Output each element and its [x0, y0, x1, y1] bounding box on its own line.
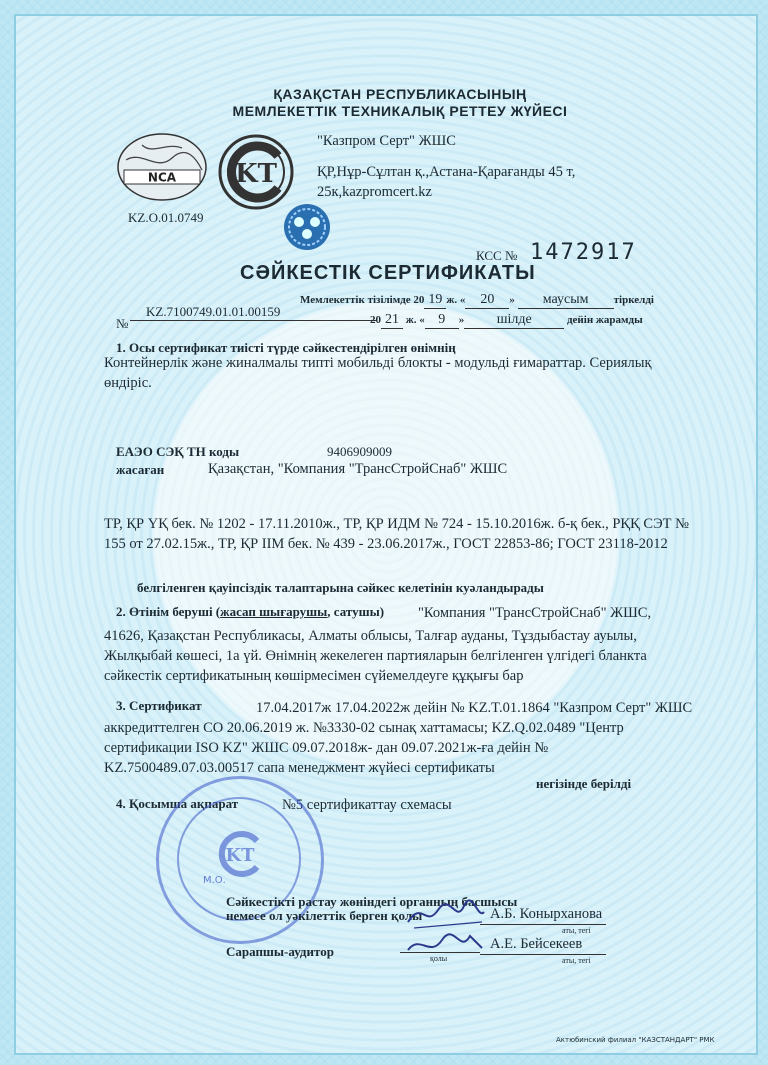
- section2-heading-b: жасап шығарушы: [220, 604, 328, 619]
- regulations-line-2: 155 от 27.02.15ж., ТР, ҚР ІІМ бек. № 439 - 23.06.2017ж., ГОСТ 22853-86; ГОСТ 23118-2012: [104, 536, 668, 552]
- section1-heading: 1. Осы сертификат тиісті түрде сәйкестендірілген өнімнің: [116, 340, 456, 355]
- head-name-caption: аты, тегі: [562, 926, 591, 935]
- header-line-1: ҚАЗАҚСТАН РЕСПУБЛИКАСЫНЫҢ: [273, 86, 527, 102]
- hologram-seal: [282, 202, 332, 252]
- kt-mark-logo: [216, 132, 296, 212]
- cert-number: KZ.7100749.01.01.00159: [130, 304, 376, 321]
- applicant-line-1: 41626, Қазақстан Республикасы, Алматы облысы, Талғар ауданы, Тұздыбастау ауылы,: [104, 628, 637, 644]
- section4-heading: 4. Қосымша ақпарат: [116, 796, 239, 811]
- head-name-underline: [480, 924, 606, 925]
- auditor-name-caption: аты, тегі: [562, 956, 591, 965]
- tn-code-value: 9406909009: [327, 444, 392, 459]
- auditor-sign-line: [400, 952, 480, 953]
- printer-imprint: Актюбинский филиал "КАЗСТАНДАРТ" РМК: [556, 1036, 715, 1044]
- validity-month: шілде: [464, 312, 564, 329]
- registry-day: 20: [465, 292, 509, 309]
- applicant-name: "Компания "ТрансСтройСнаб" ЖШС,: [418, 605, 652, 621]
- manufacturer-label: жасаған: [116, 462, 165, 477]
- cert-number-sign: №: [116, 316, 129, 331]
- validity-suffix: дейін жарамды: [566, 314, 643, 326]
- basis-line-4: KZ.7500489.07.03.00517 сапа менеджмент жүйесі сертификаты: [104, 760, 495, 776]
- auditor-sign-caption: қолы: [430, 954, 448, 963]
- manufacturer-value: Қазақстан, "Компания "ТрансСтройСнаб" ЖШС: [208, 461, 508, 477]
- validity-year: 21: [381, 312, 403, 329]
- header-line-2: МЕМЛЕКЕТТІК ТЕХНИКАЛЫҚ РЕТТЕУ ЖҮЙЕСІ: [232, 103, 568, 119]
- auditor-label: Сарапшы-аудитор: [226, 944, 334, 959]
- validity-close: »: [458, 314, 465, 326]
- certificate-title: СӘЙКЕСТІК СЕРТИФИКАТЫ: [240, 262, 536, 284]
- basis-line-3: сертификации ISO KZ" ЖШС 09.07.2018ж- дан 09.07.2021ж-ға дейін №: [104, 740, 549, 756]
- applicant-line-3: сәйкестік сертификатының көшірмесімен сүйемелдеуге құқығы бар: [104, 668, 524, 684]
- head-signature-scribble: [404, 898, 488, 932]
- registry-zh: ж. «: [446, 294, 466, 306]
- registry-suffix: тіркелді: [613, 294, 654, 306]
- auditor-name-underline: [480, 954, 606, 955]
- registry-year: 19: [424, 292, 446, 309]
- stamp-mark: М.О.: [203, 875, 226, 886]
- regulations-line-1: ТР, ҚР ҮҚ бек. № 1202 - 17.11.2010ж., ТР, ҚР ИДМ № 724 - 15.10.2016ж. б-қ бек., РҚҚ СЭТ №: [104, 516, 689, 532]
- section2-heading: [116, 604, 384, 620]
- org-name: "Казпром Серт" ЖШС: [317, 133, 456, 149]
- applicant-line-2: Жылқыбай көшесі, 1а үй. Өнімнің жекелеген партияларын белгіленген үлгідегі бланкта: [104, 648, 647, 664]
- validity-prefix: 20: [370, 314, 381, 326]
- section3-heading: 3. Сертификат: [116, 698, 202, 713]
- kss-label: КСС №: [476, 248, 518, 263]
- section2-heading-a: 2. Өтінім беруші (: [116, 604, 221, 619]
- auditor-name: А.Е. Бейсекеев: [490, 936, 583, 952]
- tn-code-label: ЕАЭО СЭҚ ТН коды: [116, 444, 240, 459]
- org-address-line-1: ҚР,Нұр-Сұлтан қ.,Астана-Қарағанды 45 т,: [317, 164, 576, 180]
- basis-line-1: 17.04.2017ж 17.04.2022ж дейін № KZ.T.01.1864 "Казпром Серт" ЖШС: [256, 700, 693, 716]
- validity-day: 9: [425, 312, 459, 329]
- confirmation-text: белгіленген қауіпсіздік талаптарына сәйкес келетінін куәландырады: [137, 580, 544, 595]
- org-address-line-2: 25к,kazpromcert.kz: [317, 184, 432, 200]
- product-line-2: өндіріс.: [104, 375, 152, 391]
- validity-line: [370, 312, 643, 329]
- kss-number: 1472917: [530, 240, 637, 265]
- nca-code: KZ.O.01.0749: [128, 210, 204, 225]
- registry-prefix: Мемлекеттік тізілімде 20: [300, 294, 425, 306]
- scheme-value: №5 сертификаттау схемасы: [282, 797, 452, 813]
- nca-globe-logo: [112, 130, 212, 205]
- product-line-1: Контейнерлік және жиналмалы типті мобильді блокты - модульді ғимараттар. Сериялық: [104, 355, 652, 371]
- registry-close: »: [509, 294, 515, 306]
- basis-line-2: аккредиттелген СО 20.06.2019 ж. №3330-02 сынақ хаттамасы; KZ.Q.02.0489 "Центр: [104, 720, 624, 736]
- section2-heading-c: , сатушы): [327, 604, 385, 619]
- head-signature-label-2: немесе ол уәкілеттік берген қолы: [226, 908, 423, 923]
- nca-logo-text: NCA: [147, 170, 177, 185]
- head-signature-label-1: Сәйкестікті растау жөніндегі органның басшысы: [226, 894, 518, 909]
- svg-text:KT: KT: [225, 845, 255, 866]
- head-name: А.Б. Конырханова: [490, 906, 603, 922]
- validity-zh: ж. «: [405, 314, 425, 326]
- basis-issued-label: негізінде берілді: [536, 776, 632, 791]
- registry-month: маусым: [518, 292, 614, 309]
- svg-text:KT: KT: [235, 159, 277, 189]
